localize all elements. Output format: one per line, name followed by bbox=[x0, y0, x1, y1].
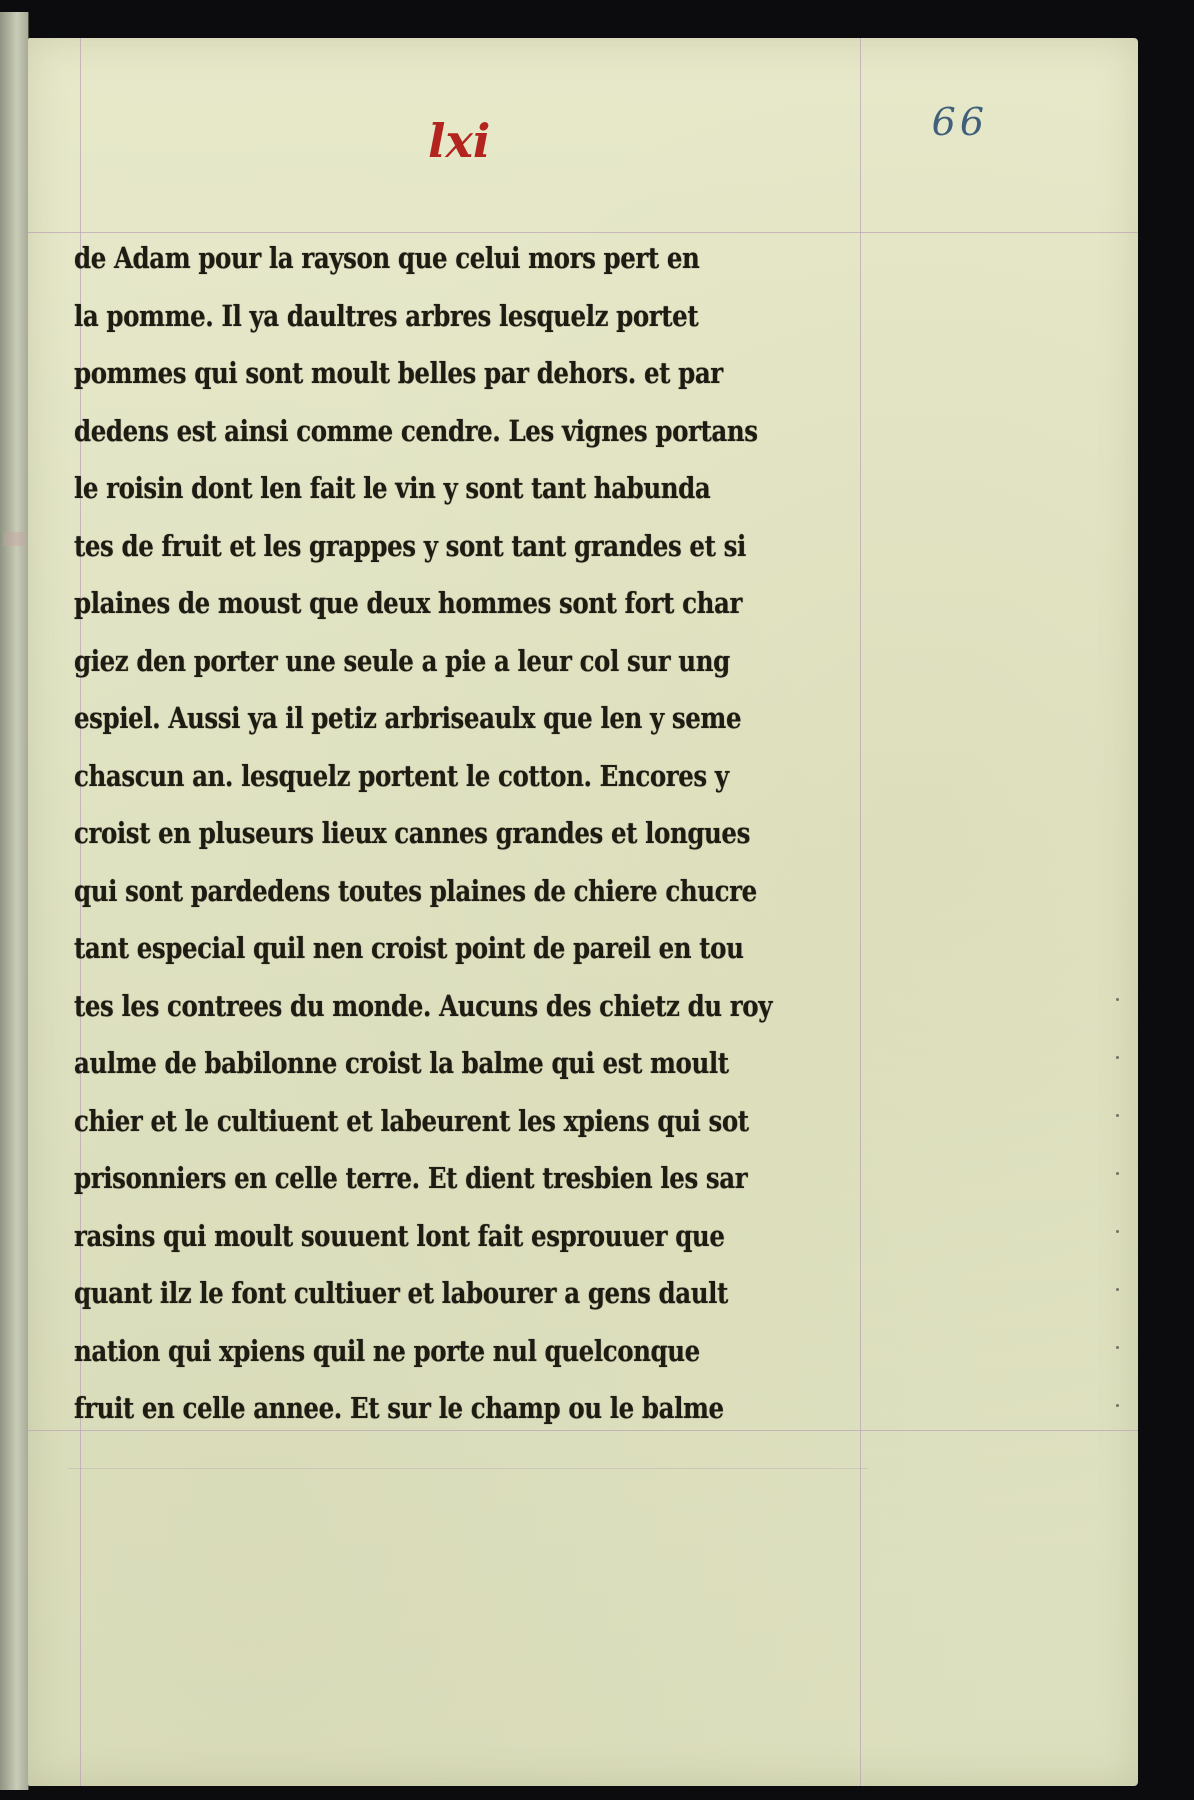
pricking-mark bbox=[1116, 1230, 1119, 1233]
text-line: quant ilz le font cultiuer et labourer a gens dault bbox=[74, 1276, 728, 1310]
text-line: tant especial quil nen croist point de pareil en tou bbox=[74, 931, 744, 965]
pricking-mark bbox=[1116, 1056, 1119, 1059]
pricking-mark bbox=[1116, 1114, 1119, 1117]
pricking-mark bbox=[1116, 1288, 1119, 1291]
text-line: croist en pluseurs lieux cannes grandes et longues bbox=[74, 816, 750, 850]
text-line: fruit en celle annee. Et sur le champ ou le balme bbox=[74, 1391, 724, 1425]
text-line: nation qui xpiens quil ne porte nul quelconque bbox=[74, 1333, 700, 1368]
margin-fragment bbox=[3, 172, 25, 186]
text-line: pommes qui sont moult belles par dehors. et par bbox=[74, 356, 723, 390]
margin-fragment bbox=[3, 312, 25, 326]
text-line: le roisin dont len fait le vin y sont tant habunda bbox=[74, 471, 711, 505]
chapter-heading: lxi bbox=[428, 114, 491, 168]
text-line: dedens est ainsi comme cendre. Les vignes portans bbox=[74, 413, 758, 448]
margin-fragment bbox=[3, 242, 25, 256]
text-line: la pomme. Il ya daultres arbres lesquelz portet bbox=[74, 298, 699, 333]
ruling-line-extra bbox=[68, 1468, 868, 1469]
text-line: de Adam pour la rayson que celui mors pert en bbox=[74, 241, 700, 275]
text-block bbox=[74, 230, 904, 1438]
manuscript-leaf bbox=[28, 38, 1138, 1786]
text-line: prisonniers en celle terre. Et dient tresbien les sar bbox=[74, 1161, 748, 1195]
text-line: aulme de babilonne croist la balme qui est moult bbox=[74, 1046, 729, 1080]
previous-page-edge bbox=[0, 12, 29, 1790]
pricking-mark bbox=[1116, 1346, 1119, 1349]
text-line: chier et le cultiuent et labeurent les xpiens qui sot bbox=[74, 1103, 749, 1138]
text-line: giez den porter une seule a pie a leur col sur ung bbox=[74, 643, 730, 678]
text-line: qui sont pardedens toutes plaines de chiere chucre bbox=[74, 873, 757, 908]
text-line: espiel. Aussi ya il petiz arbriseaulx que len y seme bbox=[74, 701, 742, 735]
folio-number: 66 bbox=[931, 100, 988, 144]
text-line: rasins qui moult souuent lont fait esprouuer que bbox=[74, 1218, 725, 1253]
pricking-mark bbox=[1116, 998, 1119, 1001]
pricking-mark bbox=[1116, 1404, 1119, 1407]
text-line: plaines de moust que deux hommes sont fort char bbox=[74, 586, 742, 620]
text-line: tes les contrees du monde. Aucuns des chietz du roy bbox=[74, 988, 773, 1023]
text-line: chascun an. lesquelz portent le cotton. Encores y bbox=[74, 758, 729, 793]
text-line: tes de fruit et les grappes y sont tant grandes et si bbox=[74, 528, 746, 563]
pricking-mark bbox=[1116, 1172, 1119, 1175]
margin-fragment-rubric bbox=[3, 532, 25, 546]
